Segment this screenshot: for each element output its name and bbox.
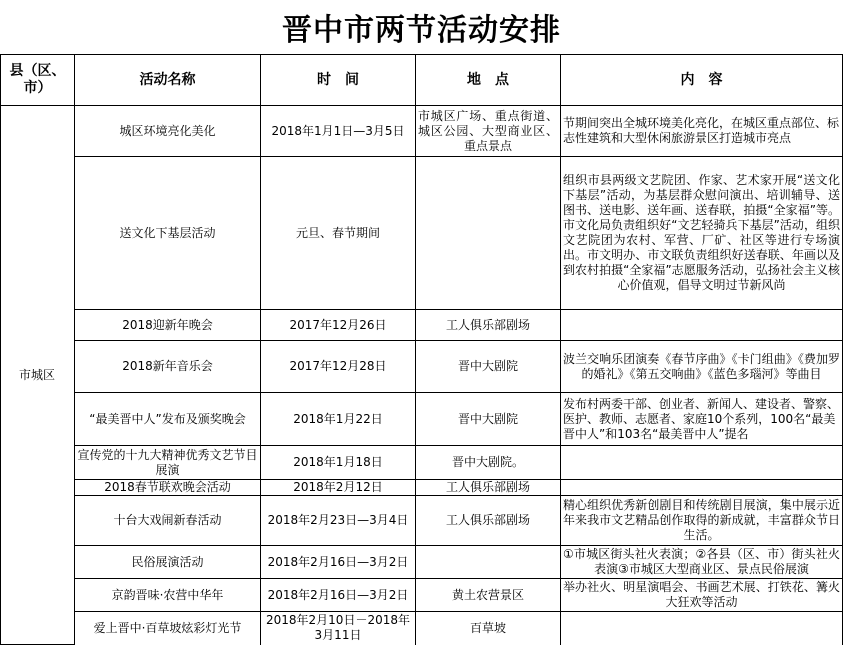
activity-name-cell[interactable]: 民俗展演活动 — [75, 546, 261, 579]
table-row — [1, 612, 843, 645]
time-cell[interactable]: 2017年12月26日 — [261, 310, 416, 341]
page-title: 晋中市两节活动安排 — [282, 13, 561, 48]
place-cell[interactable]: 晋中大剧院 — [416, 393, 561, 446]
activity-name-cell[interactable]: 十台大戏闹新春活动 — [75, 496, 261, 546]
content-cell[interactable]: ①市城区街头社火表演；②各县（区、市）街头社火表演③市城区大型商业区、景点民俗展演 — [561, 546, 843, 579]
content-cell[interactable] — [561, 480, 843, 496]
place-cell[interactable]: 百草坡 — [416, 612, 561, 645]
activity-name-cell[interactable]: 送文化下基层活动 — [75, 157, 261, 310]
time-cell[interactable]: 2018年1月18日 — [261, 446, 416, 480]
time-cell[interactable]: 2018年1月22日 — [261, 393, 416, 446]
place-cell[interactable]: 黄土农营景区 — [416, 579, 561, 612]
table-row — [1, 106, 843, 157]
header-content[interactable]: 内 容 — [561, 55, 843, 106]
content-cell[interactable] — [561, 310, 843, 341]
place-cell[interactable]: 晋中大剧院 — [416, 341, 561, 393]
table-row — [1, 393, 843, 446]
activity-name-cell[interactable]: “最美晋中人”发布及颁奖晚会 — [75, 393, 261, 446]
time-cell[interactable]: 2018年2月23日—3月4日 — [261, 496, 416, 546]
place-cell[interactable]: 工人俱乐部剧场 — [416, 480, 561, 496]
time-cell[interactable]: 2017年12月28日 — [261, 341, 416, 393]
table-row — [1, 546, 843, 579]
place-cell[interactable] — [416, 546, 561, 579]
county-cell[interactable]: 市城区 — [1, 106, 75, 645]
place-cell[interactable]: 市城区广场、重点街道、城区公园、大型商业区、重点景点 — [416, 106, 561, 157]
activity-name-cell[interactable]: 2018春节联欢晚会活动 — [75, 480, 261, 496]
activity-table — [0, 54, 843, 645]
header-row — [1, 55, 843, 106]
table-row — [1, 446, 843, 480]
table-row — [1, 579, 843, 612]
table-row — [1, 310, 843, 341]
header-time[interactable]: 时 间 — [261, 55, 416, 106]
header-county[interactable]: 县（区、市） — [1, 55, 75, 106]
content-cell[interactable]: 节期间突出全城环境美化亮化，在城区重点部位、标志性建筑和大型休闲旅游景区打造城市亮点 — [561, 106, 843, 157]
table-row — [1, 157, 843, 310]
content-cell[interactable]: 发布村两委干部、创业者、新闻人、建设者、警察、医护、教师、志愿者、家庭10个系列，100名“最美晋中人”和103名“最美晋中人”提名 — [561, 393, 843, 446]
content-cell[interactable] — [561, 612, 843, 645]
place-cell[interactable]: 工人俱乐部剧场 — [416, 310, 561, 341]
time-cell[interactable]: 2018年2月16日—3月2日 — [261, 579, 416, 612]
place-cell[interactable]: 工人俱乐部剧场 — [416, 496, 561, 546]
time-cell[interactable]: 2018年2月10日－2018年3月11日 — [261, 612, 416, 645]
content-cell[interactable]: 精心组织优秀新创剧目和传统剧目展演，集中展示近年来我市文艺精品创作取得的新成就，丰富群众节日生活。 — [561, 496, 843, 546]
content-cell[interactable]: 波兰交响乐团演奏《春节序曲》《卡门组曲》《费加罗的婚礼》《第五交响曲》《蓝色多瑙河》等曲目 — [561, 341, 843, 393]
time-cell[interactable]: 2018年2月16日—3月2日 — [261, 546, 416, 579]
table-row — [1, 341, 843, 393]
content-cell[interactable]: 举办社火、明星演唱会、书画艺术展、打铁花、篝火大狂欢等活动 — [561, 579, 843, 612]
table-row — [1, 480, 843, 496]
header-place[interactable]: 地 点 — [416, 55, 561, 106]
place-cell[interactable]: 晋中大剧院。 — [416, 446, 561, 480]
activity-name-cell[interactable]: 爱上晋中·百草坡炫彩灯光节 — [75, 612, 261, 645]
activity-name-cell[interactable]: 城区环境亮化美化 — [75, 106, 261, 157]
place-cell[interactable] — [416, 157, 561, 310]
table-row — [1, 496, 843, 546]
activity-name-cell[interactable]: 2018新年音乐会 — [75, 341, 261, 393]
time-cell[interactable]: 元旦、春节期间 — [261, 157, 416, 310]
content-cell[interactable]: 组织市县两级文艺院团、作家、艺术家开展“送文化下基层”活动，为基层群众慰问演出、培训辅导、送图书、送电影、送年画、送春联，拍摄“全家福”等。市文化局负责组织好“文艺轻骑兵下基层”活动，组织文艺院团为农村、军营、厂矿、社区等进行专场演出。市文明办、市文联负责组织好送春联、年画以及到农村拍摄“全家福”志愿服务活动，弘扬社会主义核心价值观，倡导文明过节新风尚 — [561, 157, 843, 310]
activity-name-cell[interactable]: 宣传党的十九大精神优秀文艺节目展演 — [75, 446, 261, 480]
content-cell[interactable] — [561, 446, 843, 480]
header-activity-name[interactable]: 活动名称 — [75, 55, 261, 106]
time-cell[interactable]: 2018年2月12日 — [261, 480, 416, 496]
time-cell[interactable]: 2018年1月1日—3月5日 — [261, 106, 416, 157]
activity-name-cell[interactable]: 2018迎新年晚会 — [75, 310, 261, 341]
activity-name-cell[interactable]: 京韵晋味·农营中华年 — [75, 579, 261, 612]
